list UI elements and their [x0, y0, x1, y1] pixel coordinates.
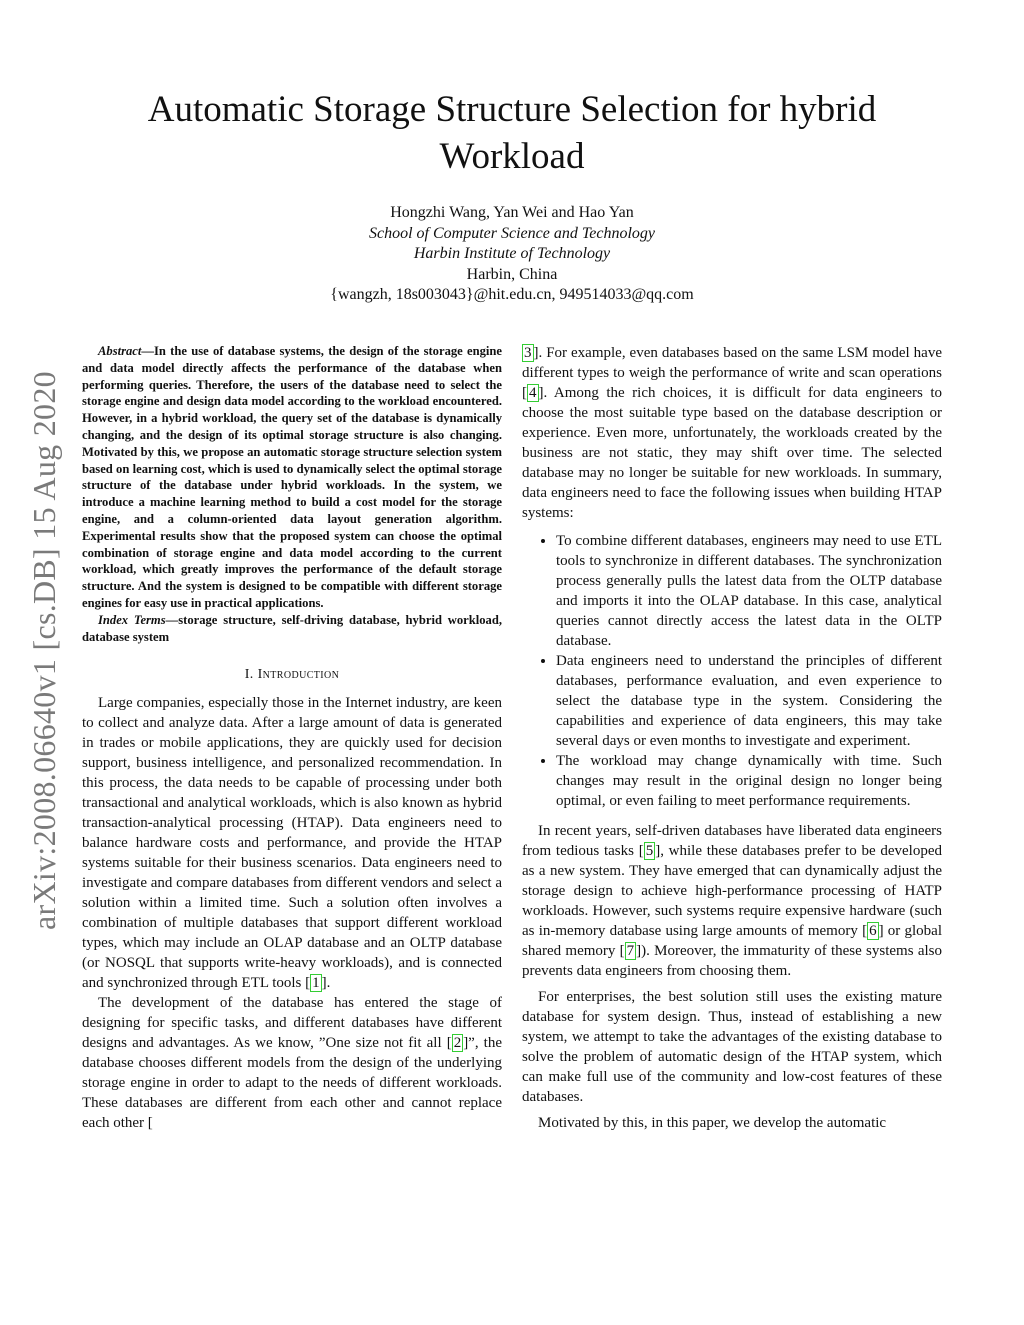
arxiv-identifier-text: arXiv:2008.06640v1 [cs.DB] 15 Aug 2020: [25, 370, 62, 930]
left-column: [82, 343, 502, 1133]
citation-link[interactable]: 5: [645, 843, 654, 859]
index-terms: [82, 612, 502, 646]
author-affiliation-institute: Harbin Institute of Technology: [413, 245, 611, 262]
abstract: [82, 343, 502, 612]
intro-paragraph-2: The development of the database has entered the stage of designing for specific tasks, and different databases have different designs and advantages. As we know, ”One size not fit all [ 2 ]”, the database chooses different models from the design of the underlying storage engine in order to adapt to the needs of different workloads. These databases are different from each other and cannot replace each other [: [82, 995, 502, 1132]
citation-link[interactable]: 1: [312, 975, 320, 992]
right-column: [522, 343, 942, 1133]
intro-paragraph-3: In recent years, self-driven databases have liberated data engineers from tedious tasks [ 5 ], while these databases prefer to be developed as a new system. They have emerged that can dynamically adjust the storage design to achieve high-performance processing of HATP workloads. However, such systems require expensive hardware (such as in-memory database using large amounts of memory [ 6 ] or global shared memory [ 7 ]). Moreover, the immaturity of these systems also prevents data engineers from choosing them.: [522, 823, 943, 979]
paper-title: Automatic Storage Structure Selection for hybrid Workload: [147, 89, 877, 177]
intro-paragraph-4: For enterprises, the best solution still uses the existing mature database for system design. Thus, instead of establishing a new system, we attempt to take the advantages of the existing database to solve the problem of automatic design of the HTAP system, which can make full use of the community and low-cost features of these databases.: [522, 989, 942, 1105]
citation-link[interactable]: 7: [626, 943, 635, 959]
author-affiliation-school: School of Computer Science and Technology: [368, 224, 656, 242]
citation-link[interactable]: 3: [524, 345, 532, 361]
citation-link[interactable]: 6: [869, 923, 877, 939]
citation-link[interactable]: 4: [529, 385, 537, 401]
intro-paragraph-1: Large companies, especially those in the Internet industry, are keen to collect and analyze data. After a large amount of data is generated in trades or mobile applications, they are quickly used for decision support, business intelligence, and personalized recommendation. In this process, the data needs to be capable of processing under both transactional and analytical workloads, which is also known as hybrid transaction-analytical processing (HTAP). Data engineers need to balance hardware costs and performance, and provide the HTAP systems suitable for their business scenarios. Data engineers need to investigate and compare databases from different vendors and select a solution within a limited time. Such a solution often involves a combination of multiple databases that support different workload types, which may include an OLAP database and an OLTP database (or NOSQL that supports write-heavy workloads), and is connected and synchronized through ETL tools [ 1 ].: [82, 695, 502, 992]
issue-list: [522, 531, 942, 811]
intro-paragraph-5: Motivated by this, in this paper, we develop the automatic: [538, 1115, 887, 1131]
index-terms-label: Index Terms: [98, 612, 166, 627]
index-terms-text: —storage structure, self-driving database, hybrid workload, database system: [82, 612, 502, 644]
intro-paragraph-2-continued: 3 ]. For example, even databases based on the same LSM model have different types to weigh the performance of write and scan operations [ 4 ]. Among the rich choices, it is difficult for data engineers to choose the most suitable type based on the database description or experience. Even more, unfortunately, the workloads created by the business are not static, they may shift over time. The selected database may no longer be suitable for new workloads. In summary, data engineers need to face the following issues when building HTAP systems:: [522, 345, 942, 521]
author-names: Hongzhi Wang, Yan Wei and Hao Yan: [390, 204, 634, 221]
arxiv-identifier: [4, 340, 84, 960]
list-item: • The workload may change dynamically with time. Such changes may result in the original design no longer being optimal, or even failing to meet performance requirements.: [556, 751, 942, 811]
list-item: • Data engineers need to understand the principles of different databases, performance evaluation, and even experience to select the database type in the system. Considering the capabilities and experience of data engineers, this may take several days or even months to investigate and experiment.: [556, 651, 942, 751]
list-item: • To combine different databases, engineers may need to use ETL tools to synchronize in different databases. The synchronization process generally pulls the latest data from the OLTP database and imports it into the OLAP database. In this case, analytical queries cannot directly access the latest data in the OLTP database.: [556, 531, 942, 651]
abstract-label: Abstract: [98, 344, 142, 358]
author-emails: {wangzh, 18s003043}@hit.edu.cn, 949514033@qq.com: [330, 286, 694, 303]
abstract-text: —In the use of database systems, the design of the storage engine and data model directly affects the performance of the database when performing queries. Therefore, the users of the database need to select the storage engine and design data model according to the workload encountered. However, in a hybrid workload, the query set of the database is dynamically changing, and the design of its optimal storage structure is also changing. Motivated by this, we propose an automatic storage structure selection system based on learning cost, which is used to dynamically select the optimal storage structure of the database under hybrid workloads. In the system, we introduce a machine learning method to build a cost model for the storage engine, and a column-oriented data layout generation algorithm. Experimental results show that the proposed system can choose the optimal combination of storage engine and data model according to the current workload, which greatly improves the performance of the default storage structure. And the system is designed to be compatible with different storage engines for easy use in practical applications.: [82, 344, 502, 610]
author-location: Harbin, China: [466, 265, 558, 283]
author-block: [160, 203, 864, 306]
citation-link[interactable]: 2: [453, 1035, 462, 1052]
section-heading-introduction: I. Introduction: [244, 667, 340, 683]
